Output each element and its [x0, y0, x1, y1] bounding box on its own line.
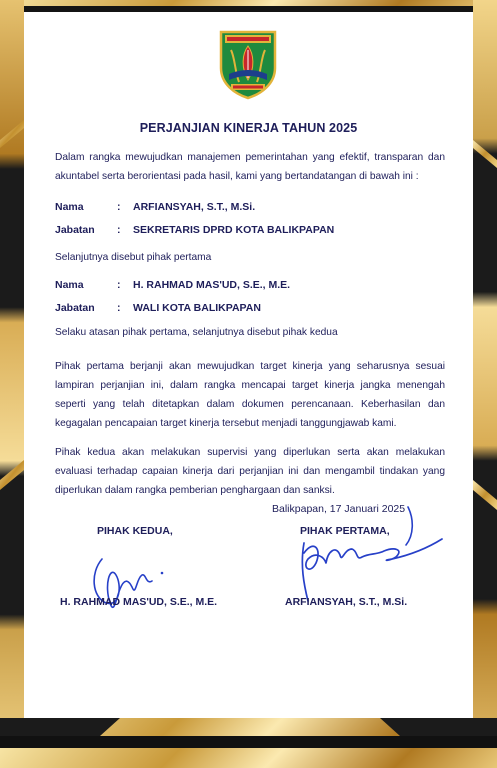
second-party-designation: Selaku atasan pihak pertama, selanjutnya disebut pihak kedua	[55, 327, 338, 338]
left-signatory-name: H. RAHMAD MAS'UD, S.E., M.E.	[60, 596, 218, 608]
second-party-position: WALI KOTA BALIKPAPAN	[133, 302, 261, 314]
second-party-name: H. RAHMAD MAS'UD, S.E., M.E.	[133, 279, 291, 291]
colon: :	[117, 201, 121, 213]
first-party-position: SEKRETARIS DPRD KOTA BALIKPAPAN	[133, 224, 335, 236]
first-party-name: ARFIANSYAH, S.T., M.Si.	[133, 201, 256, 213]
first-party-position-row	[55, 224, 334, 236]
position-label: Jabatan	[55, 302, 95, 314]
second-party-name-row	[55, 279, 290, 291]
second-party-position-row	[55, 302, 261, 314]
first-party-name-row	[55, 201, 255, 213]
colon: :	[117, 279, 121, 291]
intro-paragraph: Dalam rangka mewujudkan manajemen pemerintahan yang efektif, transparan dan akuntabel serta berorientasi pada hasil, kami yang bertandatangan di bawah ini :	[55, 152, 445, 182]
first-party-designation: Selanjutnya disebut pihak pertama	[55, 252, 212, 263]
commitment-paragraph: Pihak pertama berjanji akan mewujudkan target kinerja yang seharusnya sesuai lampiran perjanjian ini, dalam rangka mencapai target kinerja jangka menengah seperti yang telah ditetapkan dalam dokumen perencanaan. Keberhasilan dan kegagalan pencapaian target kinerja tersebut menjadi tanggungjawab kami.	[55, 361, 445, 429]
name-label: Nama	[55, 279, 84, 291]
name-label: Nama	[55, 201, 84, 213]
colon: :	[117, 224, 121, 236]
left-signature-heading: PIHAK KEDUA,	[97, 525, 173, 537]
supervision-paragraph: Pihak kedua akan melakukan supervisi yang diperlukan serta akan melakukan evaluasi terhadap capaian kinerja dari perjanjian ini dan mengambil tindakan yang diperlukan dalam rangka pemberian penghargaan dan sanksi.	[55, 447, 445, 496]
right-signatory-name: ARFIANSYAH, S.T., M.Si.	[285, 596, 408, 608]
balikpapan-city-emblem-icon	[217, 28, 279, 100]
position-label: Jabatan	[55, 224, 95, 236]
place-date: Balikpapan, 17 Januari 2025	[272, 503, 406, 515]
document-title: PERJANJIAN KINERJA TAHUN 2025	[139, 121, 358, 135]
right-signature-heading: PIHAK PERTAMA,	[300, 525, 390, 537]
right-signature-mark	[280, 505, 450, 605]
colon: :	[117, 302, 121, 314]
